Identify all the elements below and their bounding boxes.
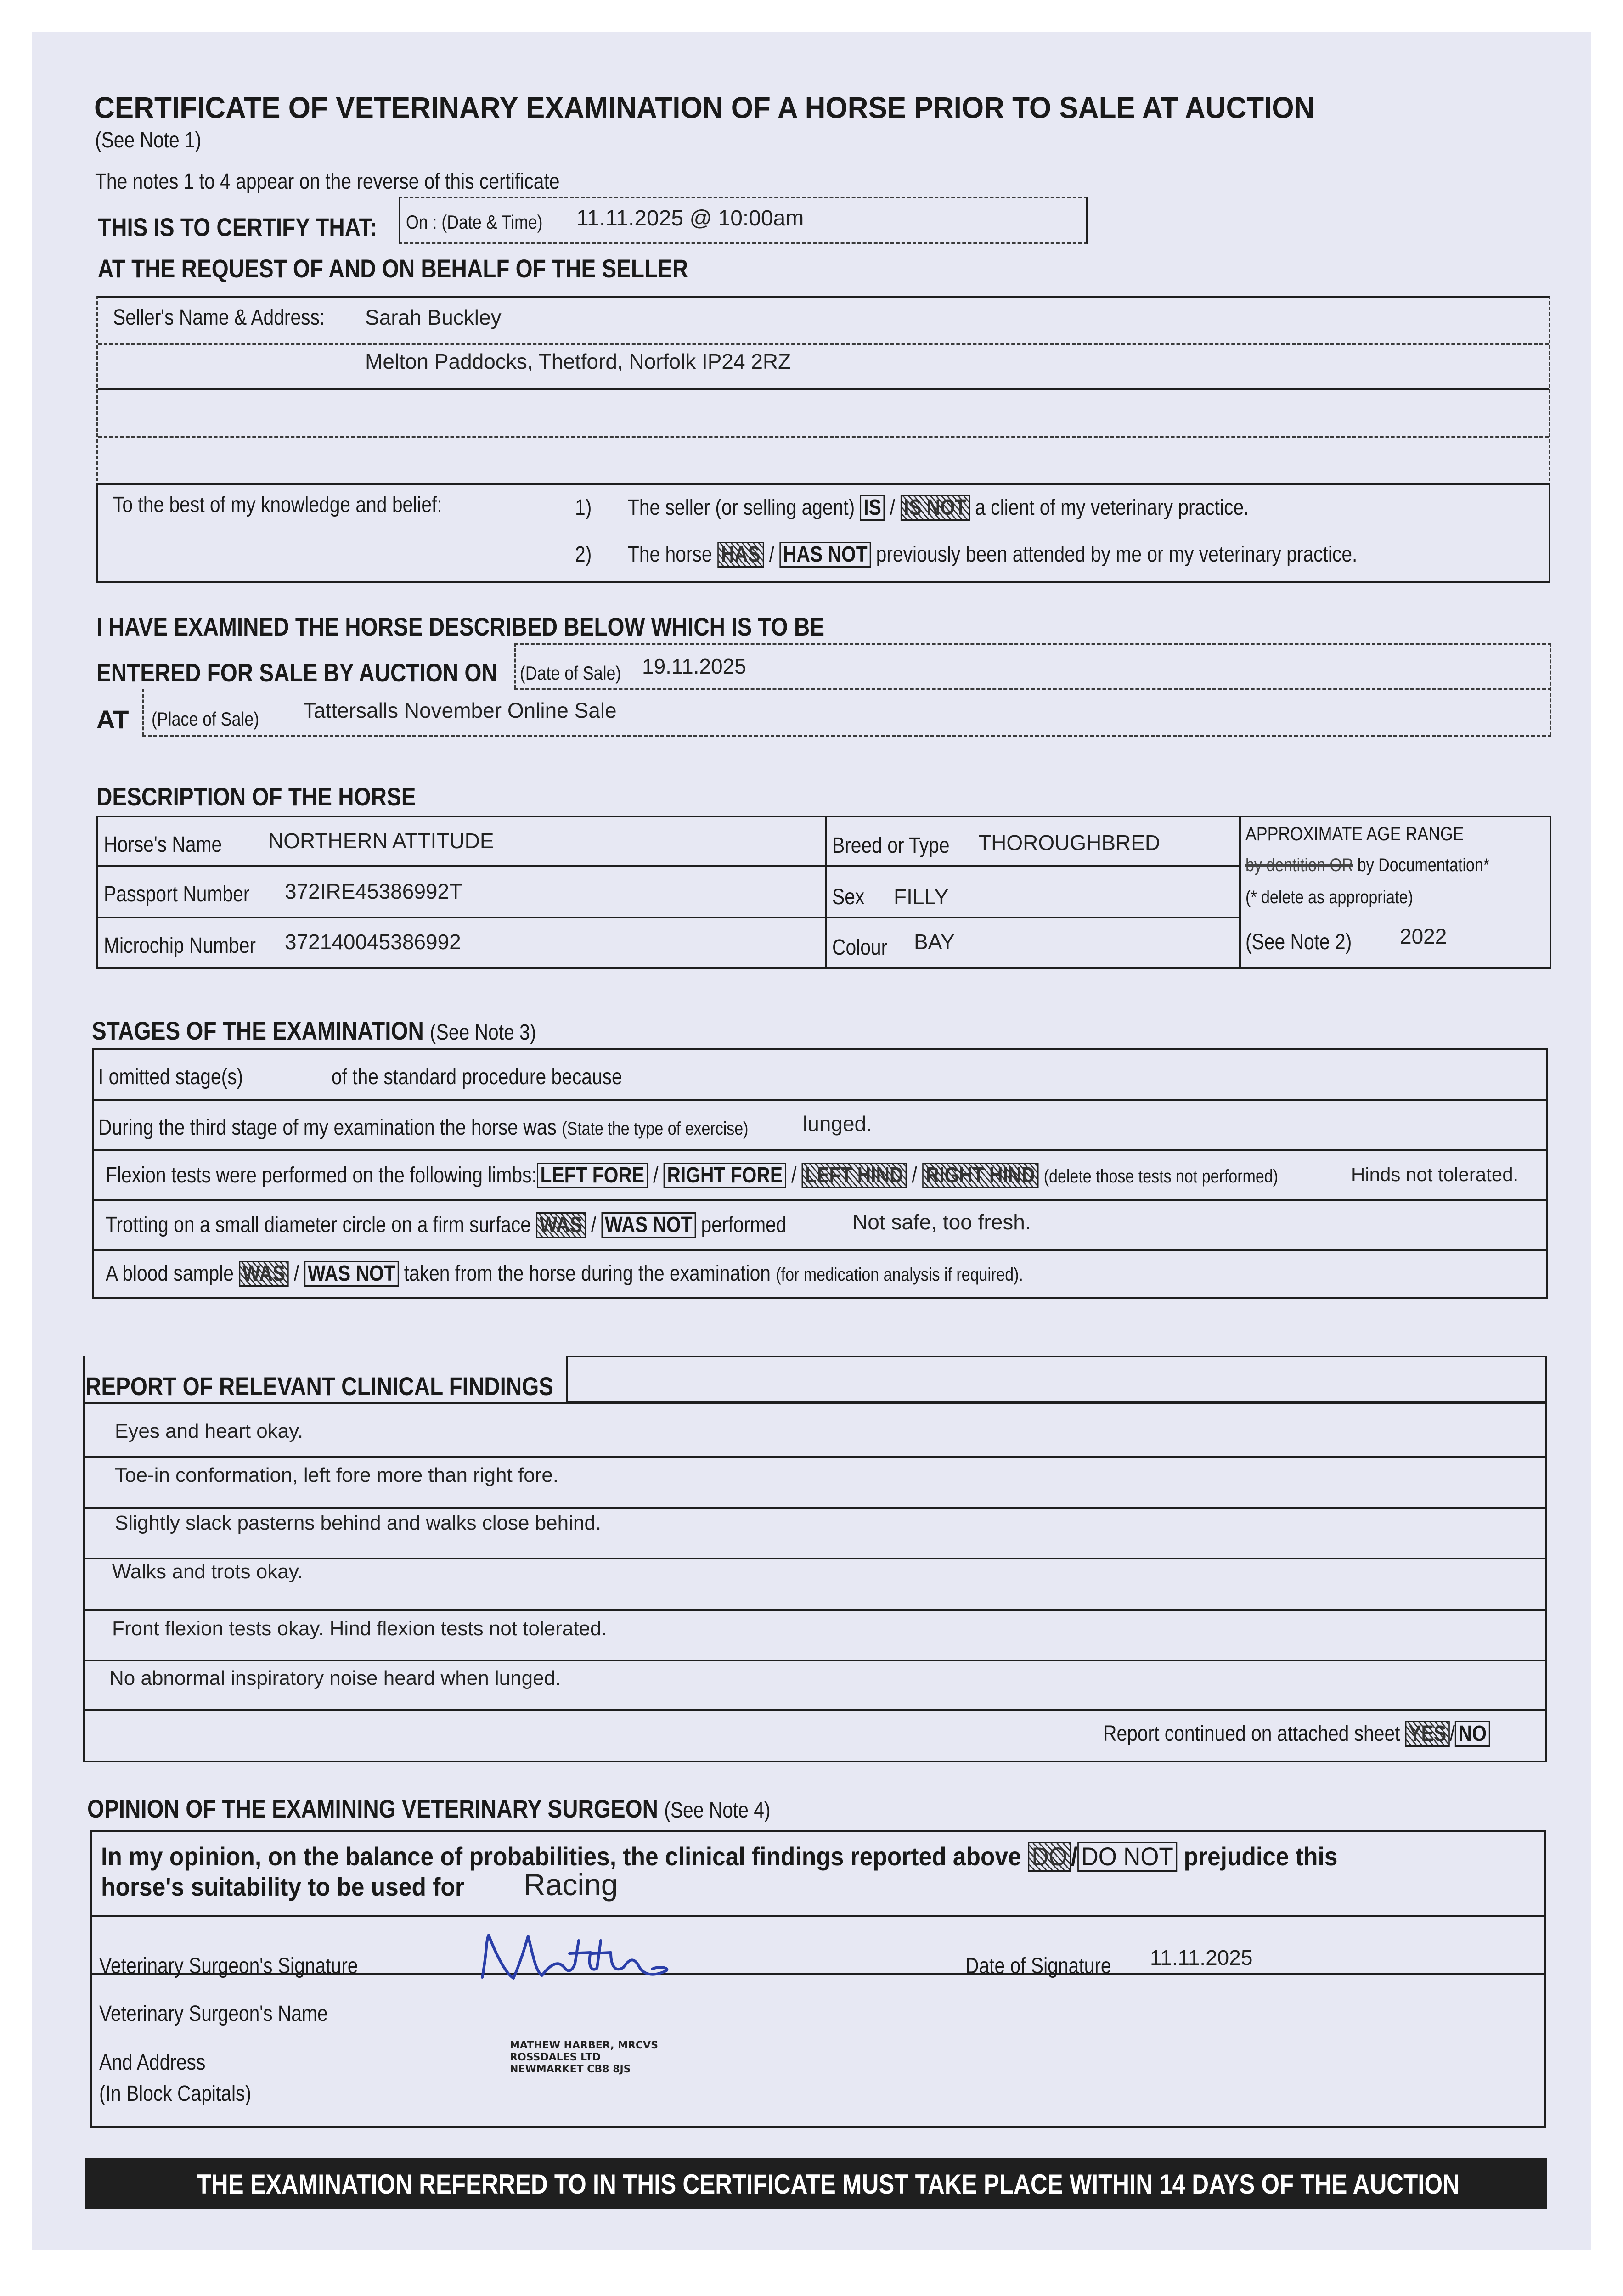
certify-label: THIS IS TO CERTIFY THAT:	[98, 213, 378, 242]
report-continued: Report continued on attached sheet YES / NO	[1103, 1721, 1558, 1747]
left-fore-option: LEFT FORE	[537, 1163, 648, 1188]
report-box	[83, 1356, 1547, 1762]
seller-address: Melton Paddocks, Thetford, Norfolk IP24 2RZ	[365, 349, 791, 373]
stages-heading: STAGES OF THE EXAMINATION (See Note 3)	[92, 1016, 536, 1045]
opinion-line2: horse's suitability to be used for	[101, 1872, 464, 1901]
signature-date-label: Date of Signature	[965, 1954, 1111, 1978]
blood-was-not-option: WAS NOT	[304, 1261, 399, 1287]
microchip-value: 372140045386992	[285, 930, 461, 954]
has-not-option: HAS NOT	[779, 542, 871, 568]
continued-yes-option-struck: YES	[1405, 1721, 1450, 1747]
sale-place-label: (Place of Sale)	[152, 708, 259, 730]
seller-name: Sarah Buckley	[365, 305, 502, 329]
continued-no-option: NO	[1455, 1721, 1490, 1747]
horse-name-value: NORTHERN ATTITUDE	[268, 829, 494, 853]
is-not-option-struck: IS NOT	[900, 495, 969, 521]
left-hind-option-struck: LEFT HIND	[802, 1163, 907, 1188]
third-stage-row: During the third stage of my examination the horse was (State the type of exercise)	[98, 1115, 749, 1140]
breed-label: Breed or Type	[832, 833, 950, 858]
block-capitals-label: (In Block Capitals)	[99, 2082, 252, 2106]
opinion-heading: OPINION OF THE EXAMINING VETERINARY SURGEON (See Note 4)	[87, 1794, 771, 1823]
request-heading: AT THE REQUEST OF AND ON BEHALF OF THE SELLER	[98, 254, 688, 283]
trot-was-option-struck: WAS	[536, 1212, 586, 1238]
surgeon-name-label: Veterinary Surgeon's Name	[99, 2002, 328, 2026]
knowledge-label: To the best of my knowledge and belief:	[113, 493, 442, 517]
sale-date-value: 19.11.2025	[642, 654, 746, 678]
sale-place-value: Tattersalls November Online Sale	[303, 698, 617, 722]
omit-row: I omitted stage(s) of the standard procedure because	[98, 1065, 622, 1089]
certify-on-label: On : (Date & Time)	[406, 211, 543, 233]
see-note-1: (See Note 1)	[95, 128, 202, 152]
age-method: by dentition OR by Documentation*	[1245, 855, 1490, 875]
horse-name-label: Horse's Name	[104, 833, 222, 857]
opinion-text: In my opinion, on the balance of probabilities, the clinical findings reported above DO / DO NOT prejudice this	[101, 1842, 1338, 1871]
report-heading-box	[566, 1356, 1547, 1403]
breed-value: THOROUGHBRED	[978, 831, 1161, 855]
sex-label: Sex	[832, 885, 865, 909]
examined-line2: ENTERED FOR SALE BY AUCTION ON	[96, 658, 497, 687]
colour-label: Colour	[832, 935, 888, 960]
report-line-3: Slightly slack pasterns behind and walks close behind.	[115, 1512, 602, 1534]
is-option: IS	[860, 495, 885, 521]
trot-was-not-option: WAS NOT	[602, 1212, 696, 1238]
microchip-label: Microchip Number	[104, 934, 256, 958]
examined-line1: I HAVE EXAMINED THE HORSE DESCRIBED BELOW WHICH IS TO BE	[96, 612, 825, 641]
knowledge-item1: 1) The seller (or selling agent) IS / IS NOT a client of my veterinary practice.	[575, 495, 1368, 521]
right-fore-option: RIGHT FORE	[664, 1163, 786, 1188]
sale-at-label: AT	[96, 705, 129, 734]
age-delete-note: (* delete as appropriate)	[1245, 887, 1413, 907]
flexion-row: Flexion tests were performed on the following limbs: LEFT FORE / RIGHT FORE / LEFT HIND / RIGHT HIND (delete those tests not performed)	[106, 1163, 1485, 1188]
passport-label: Passport Number	[104, 882, 250, 906]
right-hind-option-struck: RIGHT HIND	[922, 1163, 1038, 1188]
do-not-option: DO NOT	[1077, 1842, 1177, 1872]
passport-value: 372IRE45386992T	[285, 879, 462, 903]
colour-value: BAY	[914, 930, 955, 954]
knowledge-item2: 2) The horse HAS / HAS NOT previously been attended by me or my veterinary practice.	[575, 542, 1495, 568]
report-line-4: Walks and trots okay.	[112, 1560, 303, 1583]
report-line-2: Toe-in conformation, left fore more than right fore.	[115, 1464, 559, 1486]
certify-on-value: 11.11.2025 @ 10:00am	[576, 206, 804, 231]
report-line-5: Front flexion tests okay. Hind flexion tests not tolerated.	[112, 1617, 607, 1640]
signature-date-value: 11.11.2025	[1150, 1946, 1253, 1970]
certificate-title: CERTIFICATE OF VETERINARY EXAMINATION OF A HORSE PRIOR TO SALE AT AUCTION	[94, 90, 1315, 124]
seller-label: Seller's Name & Address:	[113, 305, 325, 330]
report-line-6: No abnormal inspiratory noise heard when lunged.	[109, 1667, 561, 1689]
age-see-note-2: (See Note 2)	[1245, 930, 1352, 954]
opinion-use-value: Racing	[524, 1868, 618, 1902]
report-line-1: Eyes and heart okay.	[115, 1420, 304, 1442]
third-stage-value: lunged.	[803, 1112, 872, 1136]
report-heading: REPORT OF RELEVANT CLINICAL FINDINGS	[85, 1372, 554, 1401]
blood-row: A blood sample WAS / WAS NOT taken from the horse during the examination (for medication analysis if required).	[106, 1261, 1185, 1287]
age-value: 2022	[1400, 924, 1447, 948]
do-option-struck: DO	[1028, 1842, 1071, 1872]
sex-value: FILLY	[894, 885, 949, 909]
notes-line: The notes 1 to 4 appear on the reverse of this certificate	[95, 169, 560, 194]
sale-date-label: (Date of Sale)	[520, 662, 621, 684]
signature-label: Veterinary Surgeon's Signature	[99, 1954, 358, 1978]
has-option-struck: HAS	[717, 542, 764, 568]
address-label: And Address	[99, 2050, 206, 2075]
footer-banner-text: THE EXAMINATION REFERRED TO IN THIS CERTIFICATE MUST TAKE PLACE WITHIN 14 DAYS OF THE AUCTION	[197, 2169, 1460, 2200]
blood-was-option-struck: WAS	[239, 1261, 288, 1287]
flexion-value: Hinds not tolerated.	[1351, 1164, 1519, 1185]
signature-image	[478, 1927, 680, 1986]
age-dentition-struck: by dentition OR	[1245, 855, 1353, 875]
age-heading: APPROXIMATE AGE RANGE	[1245, 823, 1464, 844]
trotting-value: Not safe, too fresh.	[852, 1210, 1031, 1234]
description-heading: DESCRIPTION OF THE HORSE	[96, 782, 416, 811]
trotting-row: Trotting on a small diameter circle on a firm surface WAS / WAS NOT performed	[106, 1212, 907, 1238]
practice-stamp: MATHEW HARBER, MRCVS ROSSDALES LTD NEWMARKET CB8 8JS	[510, 2040, 658, 2075]
